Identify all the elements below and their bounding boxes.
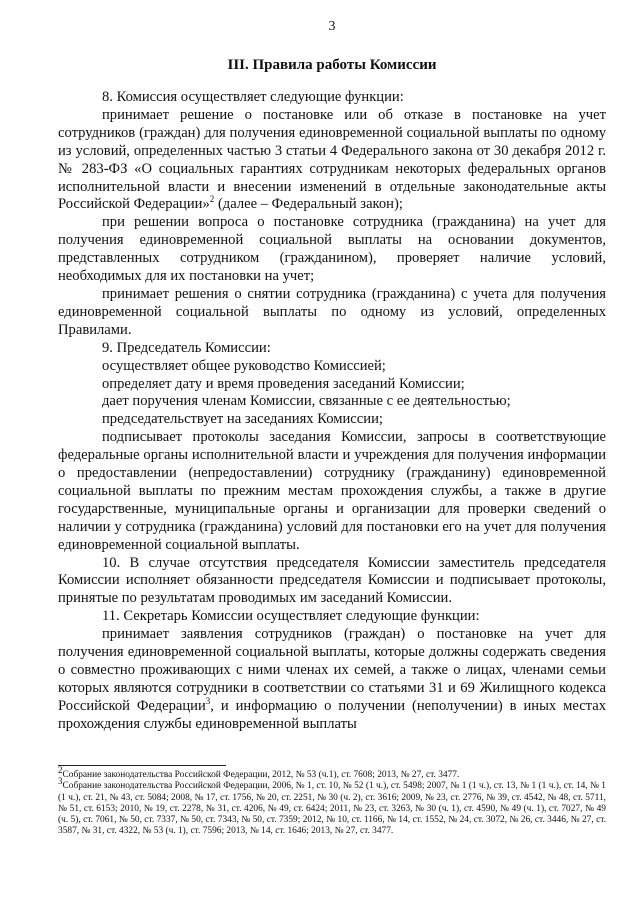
footnote-2-text: Собрание законодательства Российской Федерации, 2012, № 53 (ч.1), ст. 7608; 2013, № 27, ст. 3477. (62, 770, 460, 781)
item-11-heading: 11. Секретарь Комиссии осуществляет следующие функции: (102, 608, 480, 625)
item-11-function-1 (58, 626, 606, 733)
footnote-ref-3: 3 (205, 695, 211, 706)
item-8-function-2: при решении вопроса о постановке сотрудника (гражданина) на учет для получения единовременной социальной выплаты на основании документов, представленных сотрудником (гражданином), проверяет наличие условий, необходимых для их постановки на учет; (58, 214, 606, 285)
item-9-function-4: председательствует на заседаниях Комиссии; (102, 411, 383, 428)
footnote-separator (58, 765, 226, 766)
item-9-function-1: осуществляет общее руководство Комиссией; (102, 357, 386, 374)
footnotes (58, 765, 606, 837)
item-11-function-1-text: принимает заявления сотрудников (граждан) о постановке на учет для получения единовременной социальной выплаты, которые должны содержать сведения о совместно проживающих с ними членах их семей, а также о лицах, членами семьи которых являются сотрудники в соответствии со статьями 31 и 69 Жилищного кодекса Российской Федерации (58, 626, 606, 714)
section-title: III. Правила работы Комиссии (227, 57, 437, 73)
footnote-2 (58, 765, 606, 781)
footnote-3-marker: 3 (58, 776, 63, 787)
item-8-function-1-tail: (далее – Федеральный закон); (214, 196, 403, 213)
item-8-function-1-text: принимает решение о постановке или об отказе в постановке на учет сотрудников (граждан) для получения единовременной социальной выплаты по одному из условий, определенных частью 3 статьи 4 Федерального закона от 30 декабря 2012 г. № 283-ФЗ «О социальных гарантиях сотрудникам некоторых федеральных органов исполнительной власти и внесении изменений в отдельные законодательные акты Российской Федерации» (58, 106, 606, 213)
item-9-function-2: определяет дату и время проведения заседаний Комиссии; (102, 375, 465, 392)
footnote-3-text: Собрание законодательства Российской Федерации, 2006, № 1, ст. 10, № 52 (1 ч.), ст. 5498; 2007, № 1 (1 ч.), ст. 13, № 1 (1 ч.), ст. 14, № 1 (1 ч.), ст. 21, № 43, ст. 5084; 2008, № 17, ст. 1756, № 20, ст. 2251, № 30 (ч. 2), ст. 3616; 2009, № 23, ст. 2776, № 39, ст. 4542, № 48, ст. 5711, № 51, ст. 6153; 2010, № 19, ст. 2278, № 31, ст. 4206, № 49, ст. 6424; 2011, № 23, ст. 3263, № 30 (ч. 1), ст. 4590, № 49 (ч. 1), ст. 7027, № 49 (ч. 5), ст. 7061, № 50, ст. 7337, № 50, ст. 7343, № 50, ст. 7359; 2012, № 10, ст. 1166, № 14, ст. 1552, № 24, ст. 3072, № 26, ст. 3446, № 27, ст. 3587, № 31, ст. 4322, № 53 (ч. 1), ст. 7596; 2013, № 14, ст. 1646; 2013, № 27, ст. 3477. (58, 781, 606, 837)
footnote-2-marker: 2 (58, 765, 63, 775)
item-9-heading: 9. Председатель Комиссии: (102, 339, 271, 356)
item-9-function-5: подписывает протоколы заседания Комиссии, запросы в соответствующие федеральные органы исполнительной власти и учреждения для получения информации о предоставлении (непредоставлении) сотруднику (гражданину) единовременной социальной выплаты по прежним местам прохождения службы, а также в другие государственные, муниципальные органы и организации для проверки сведений о наличии у сотрудника (гражданина) условий для постановки его на учет для получения единовременной социальной выплаты. (58, 429, 606, 553)
item-11-function-1-tail: , и информацию о получении (неполучении) в иных местах прохождения службы единовременной выплаты (58, 697, 607, 732)
page-number: 3 (328, 19, 336, 34)
footnote-ref-2: 2 (209, 194, 215, 205)
document-page (58, 18, 606, 734)
item-8-function-3: принимает решения о снятии сотрудника (гражданина) с учета для получения единовременной социальной выплаты по одному из условий, определенных Правилами. (58, 285, 606, 338)
item-8-heading: 8. Комиссия осуществляет следующие функции: (102, 89, 404, 105)
footnote-3 (58, 776, 606, 837)
item-10: 10. В случае отсутствия председателя Комиссии заместитель председателя Комиссии исполняет обязанности председателя Комиссии и подписывает протоколы, принятые по результатам проводимых им заседаний Комиссии. (58, 554, 606, 607)
item-8-function-1 (58, 107, 606, 214)
item-9-function-3: дает поручения членам Комиссии, связанные с ее деятельностью; (102, 393, 511, 410)
